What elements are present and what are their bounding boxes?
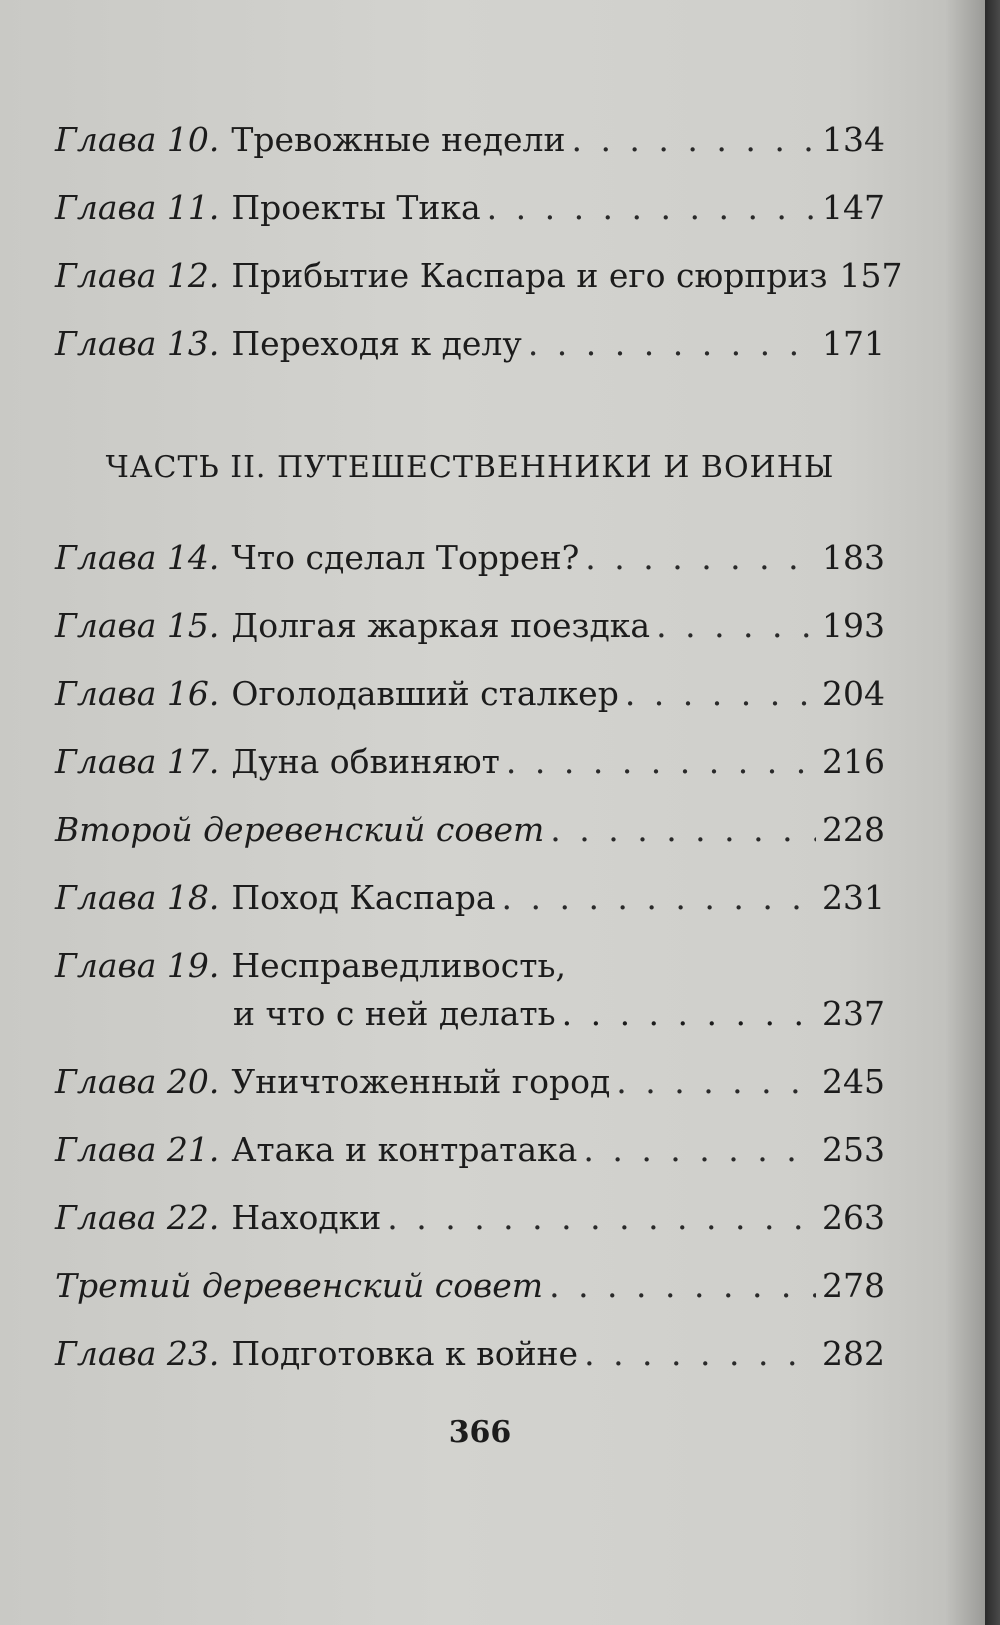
chapter-number: Глава 14.: [55, 538, 220, 577]
toc-entry: [55, 1266, 885, 1306]
chapter-title: Тревожные недели: [231, 120, 566, 159]
page-number: 231: [822, 878, 885, 917]
chapter-title-line2: и что с ней делать: [233, 994, 556, 1033]
chapter-number: Глава 11.: [55, 188, 220, 227]
book-edge: [985, 0, 1000, 1625]
page-number: 183: [822, 538, 885, 577]
leader-dots: [550, 810, 816, 850]
chapter-title: Третий деревенский совет: [55, 1266, 544, 1305]
chapter-title: Переходя к делу: [231, 324, 522, 363]
page-number: 245: [822, 1062, 885, 1101]
toc-entry: [55, 674, 885, 714]
toc-entry: [55, 878, 885, 918]
chapter-title: Атака и контратака: [231, 1130, 578, 1169]
entry-line-1: [55, 946, 885, 986]
page-number: 193: [822, 606, 885, 645]
leader-dots: [562, 994, 816, 1034]
chapter-number: Глава 20.: [55, 1062, 220, 1101]
toc-entry: [55, 1198, 885, 1238]
chapter-title: Находки: [231, 1198, 382, 1237]
chapter-number: Глава 21.: [55, 1130, 220, 1169]
chapter-title: Проекты Тика: [231, 188, 481, 227]
chapter-number: Глава 15.: [55, 606, 220, 645]
leader-dots: [506, 742, 816, 782]
toc-entry: [55, 324, 885, 364]
page-number: 278: [822, 1266, 885, 1305]
page-number: 216: [822, 742, 885, 781]
leader-dots: [571, 120, 816, 160]
leader-dots: [528, 324, 816, 364]
chapter-number: Глава 17.: [55, 742, 220, 781]
page-number: 147: [822, 188, 885, 227]
page-number: 157: [839, 256, 903, 295]
chapter-number: Глава 13.: [55, 324, 220, 363]
page-number: 253: [822, 1130, 885, 1169]
chapter-number: Глава 16.: [55, 674, 220, 713]
entry-line-2: [55, 994, 885, 1034]
page-number: 134: [822, 120, 885, 159]
chapter-number: Глава 22.: [55, 1198, 220, 1237]
page-number: 237: [822, 994, 885, 1033]
toc-entry: [55, 1334, 885, 1374]
chapter-title: Долгая жаркая поездка: [231, 606, 651, 645]
page-number: 204: [822, 674, 885, 713]
chapter-title: Поход Каспара: [231, 878, 496, 917]
toc-entry: [55, 810, 885, 850]
toc-entry: [55, 256, 903, 296]
leader-dots: [387, 1198, 816, 1238]
page-shadow: [945, 0, 985, 1625]
page-number: 282: [822, 1334, 885, 1373]
chapter-title: Прибытие Каспара и его сюрприз: [231, 256, 828, 295]
chapter-number: Глава 10.: [55, 120, 220, 159]
chapter-title: Дуна обвиняют: [231, 742, 500, 781]
page-number: 171: [822, 324, 885, 363]
chapter-number: Глава 19.: [55, 946, 220, 985]
toc-entry: [55, 742, 885, 782]
toc-entry: [55, 188, 885, 228]
chapter-number: Глава 18.: [55, 878, 220, 917]
page-number: 228: [822, 810, 885, 849]
chapter-title: Второй деревенский совет: [55, 810, 545, 849]
leader-dots: [656, 606, 816, 646]
toc-entry: [55, 606, 885, 646]
leader-dots: [487, 188, 816, 228]
toc-entry: [55, 1062, 885, 1102]
toc-entry: [55, 120, 885, 160]
leader-dots: [502, 878, 817, 918]
leader-dots: [625, 674, 816, 714]
toc-entry: [55, 1130, 885, 1170]
leader-dots: [583, 1130, 816, 1170]
chapter-number: Глава 23.: [55, 1334, 220, 1373]
leader-dots: [584, 1334, 816, 1374]
toc-entry: [55, 538, 885, 578]
chapter-title: Что сделал Торрен?: [231, 538, 580, 577]
chapter-title: Уничтоженный город: [231, 1062, 611, 1101]
page-folio: 366: [448, 1415, 512, 1450]
chapter-title-line1: Несправедливость,: [231, 946, 566, 985]
leader-dots: [616, 1062, 816, 1102]
page-number: 263: [822, 1198, 885, 1237]
part-heading: ЧАСТЬ II. ПУТЕШЕСТВЕННИКИ И ВОИНЫ: [105, 450, 835, 485]
leader-dots: [549, 1266, 816, 1306]
chapter-number: Глава 12.: [55, 256, 220, 295]
toc-entry-multiline: [55, 946, 885, 1034]
chapter-title: Подготовка к войне: [231, 1334, 579, 1373]
leader-dots: [585, 538, 816, 578]
chapter-title: Оголодавший сталкер: [231, 674, 619, 713]
